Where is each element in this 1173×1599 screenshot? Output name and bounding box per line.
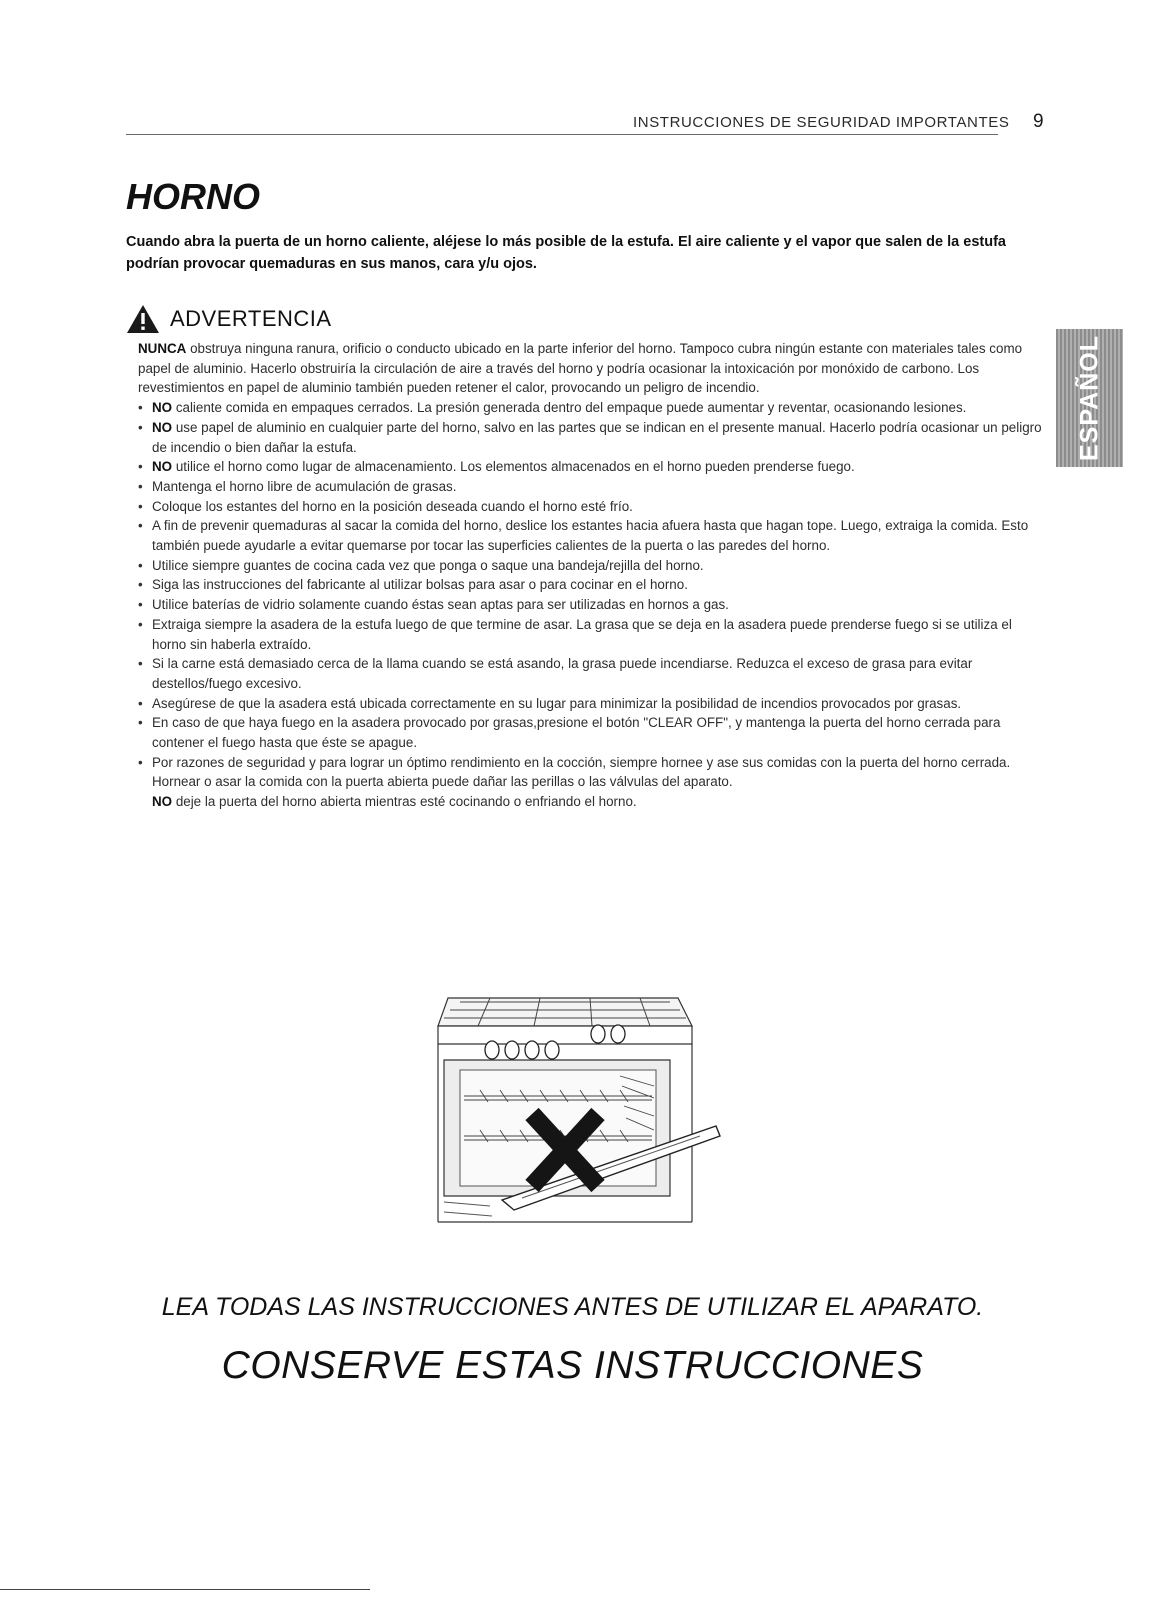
page-number: 9	[1033, 111, 1044, 132]
warning-list-item: • A fin de prevenir quemaduras al sacar la comida del horno, deslice los estantes hacia afuera hasta que hagan tope. Luego, extraiga la comida. Esto también puede ayudarle a evitar quemarse por tocar las superficies calientes de la puerta o las paredes del horno.	[138, 516, 1043, 555]
read-instructions-banner: LEA TODAS LAS INSTRUCCIONES ANTES DE UTILIZAR EL APARATO.	[161, 1293, 984, 1321]
keep-instructions-banner: CONSERVE ESTAS INSTRUCCIONES	[221, 1344, 924, 1387]
warning-list-item: • Si la carne está demasiado cerca de la llama cuando se está asando, la grasa puede incendiarse. Reduzca el exceso de grasa para evitar destellos/fuego excesivo.	[138, 654, 1043, 693]
warning-lead: NUNCA obstruya ninguna ranura, orificio o conducto ubicado en la parte inferior del horno. Tampoco cubra ningún estante con materiales tales como papel de aluminio. Hacerlo obstruiría la circulación de aire a través del horno y podría ocasionar la intoxicación por monóxido de carbono. Los revestimientos en papel de aluminio también pueden retener el calor, provocando un peligro de incendio.	[138, 341, 1023, 396]
warning-list-item: • Coloque los estantes del horno en la posición deseada cuando el horno esté frío.	[138, 497, 1043, 517]
warning-list-item: • Utilice baterías de vidrio solamente cuando éstas sean aptas para ser utilizadas en hornos a gas.	[138, 595, 1043, 615]
warning-note-door: NO deje la puerta del horno abierta mientras esté cocinando o enfriando el horno.	[152, 794, 637, 810]
warning-list-item: • Extraiga siempre la asadera de la estufa luego de que termine de asar. La grasa que se deja en la asadera puede prenderse fuego si se utiliza el horno sin haberla extraído.	[138, 615, 1043, 654]
warning-body	[138, 339, 1043, 812]
warning-list-item: • Mantenga el horno libre de acumulación de grasas.	[138, 477, 1043, 497]
warning-title: ADVERTENCIA	[170, 306, 332, 331]
page-edge-rule	[0, 1589, 370, 1590]
section-title: HORNO	[126, 176, 260, 217]
language-tab	[1056, 329, 1123, 467]
warning-heading	[126, 304, 332, 334]
language-tab-label: ESPAÑOL	[1075, 335, 1103, 461]
warning-list-item: • Por razones de seguridad y para lograr un óptimo rendimiento en la cocción, siempre hornee y ase sus comidas con la puerta del horno cerrada.	[138, 753, 1043, 773]
warning-list-item: • NO use papel de aluminio en cualquier parte del horno, salvo en las partes que se indican en el presente manual. Hacerlo podría ocasionar un peligro de incendio o bien dañar la estufa.	[138, 418, 1043, 457]
warning-note: Hornear o asar la comida con la puerta abierta puede dañar las perillas o las válvulas del aparato.	[152, 774, 733, 790]
warning-list-item: • NO caliente comida en empaques cerrados. La presión generada dentro del empaque puede aumentar y reventar, ocasionando lesiones.	[138, 398, 1043, 418]
warning-list-item: • En caso de que haya fuego en la asadera provocado por grasas,presione el botón "CLEAR OFF", y mantenga la puerta del horno cerrada para contener el fuego hasta que éste se apague.	[138, 713, 1043, 752]
warning-triangle-icon	[126, 304, 160, 334]
section-intro: Cuando abra la puerta de un horno caliente, aléjese lo más posible de la estufa. El aire caliente y el vapor que salen de la estufa podrían provocar quemaduras en sus manos, cara y/u ojos.	[126, 234, 1006, 272]
warning-list-item: • Asegúrese de que la asadera está ubicada correctamente en su lugar para minimizar la posibilidad de incendios provocados por grasas.	[138, 694, 1043, 714]
warning-list	[138, 398, 1043, 772]
warning-list-item: • NO utilice el horno como lugar de almacenamiento. Los elementos almacenados en el horno pueden prenderse fuego.	[138, 457, 1043, 477]
oven-illustration	[430, 986, 730, 1226]
warning-list-item: • Siga las instrucciones del fabricante al utilizar bolsas para asar o para cocinar en el horno.	[138, 575, 1043, 595]
header-rule	[126, 134, 998, 135]
running-header: INSTRUCCIONES DE SEGURIDAD IMPORTANTES	[633, 114, 1010, 131]
warning-list-item: • Utilice siempre guantes de cocina cada vez que ponga o saque una bandeja/rejilla del horno.	[138, 556, 1043, 576]
